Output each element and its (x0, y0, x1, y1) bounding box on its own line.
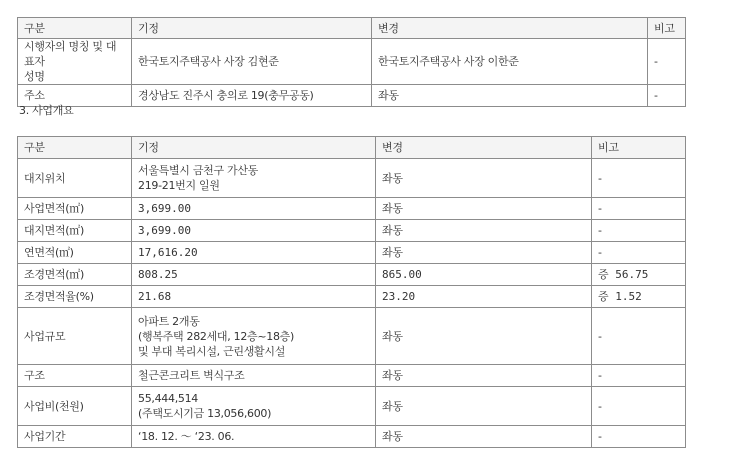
table-row (18, 286, 686, 308)
cell-before: 한국토지주택공사 사장 김현준 (132, 39, 372, 85)
header-note: 비고 (592, 137, 686, 159)
cell-note: - (592, 387, 686, 426)
header-after: 변경 (376, 137, 592, 159)
table-row (18, 264, 686, 286)
cell-before: 철근콘크리트 벽식구조 (132, 365, 376, 387)
cell-after: 좌동 (376, 198, 592, 220)
table-row (18, 159, 686, 198)
cell-note: - (592, 198, 686, 220)
row-label (18, 39, 132, 85)
header-before: 기정 (132, 18, 372, 39)
cell-note: - (592, 159, 686, 198)
header-note: 비고 (648, 18, 686, 39)
cell-before: 17,616.20 (132, 242, 376, 264)
row-label: 조경면적(㎡) (18, 264, 132, 286)
cell-before-line: 55,444,514 (138, 392, 198, 405)
cell-after: 좌동 (376, 308, 592, 365)
cell-before: 3,699.00 (132, 220, 376, 242)
cell-before (132, 159, 376, 198)
cell-after: 좌동 (376, 426, 592, 448)
cell-before (132, 387, 376, 426)
row-label: 주소 (18, 85, 132, 107)
cell-before-line: 및 부대 복리시설, 근린생활시설 (138, 344, 286, 358)
table-row (18, 85, 686, 107)
cell-note: 증 56.75 (592, 264, 686, 286)
row-label: 대지위치 (18, 159, 132, 198)
cell-after: 23.20 (376, 286, 592, 308)
cell-after: 좌동 (376, 365, 592, 387)
cell-before: 21.68 (132, 286, 376, 308)
header-category: 구분 (18, 137, 132, 159)
cell-note: 증 1.52 (592, 286, 686, 308)
cell-before-line: 서울특별시 금천구 가산동 (138, 164, 258, 177)
row-label-line: 성명 (24, 70, 45, 83)
row-label-line: 시행자의 명칭 및 대표자 (24, 40, 117, 68)
title-change-table (17, 17, 686, 107)
row-label: 사업면적(㎡) (18, 198, 132, 220)
cell-after: 좌동 (376, 387, 592, 426)
cell-before-line: (행복주택 282세대, 12층~18층) (138, 329, 294, 343)
table-row (18, 426, 686, 448)
table-row (18, 387, 686, 426)
table-row (18, 365, 686, 387)
cell-before (132, 308, 376, 365)
row-label: 연면적(㎡) (18, 242, 132, 264)
project-overview-table (17, 136, 686, 448)
table-header-row (18, 137, 686, 159)
row-label: 구조 (18, 365, 132, 387)
table-row (18, 198, 686, 220)
cell-note: - (648, 39, 686, 85)
cell-note: - (648, 85, 686, 107)
cell-note: - (592, 220, 686, 242)
row-label: 사업기간 (18, 426, 132, 448)
cell-after: 좌동 (376, 220, 592, 242)
header-before: 기정 (132, 137, 376, 159)
row-label: 대지면적(㎡) (18, 220, 132, 242)
cell-before: 3,699.00 (132, 198, 376, 220)
cell-before-line: (주택도시기금 13,056,600) (138, 407, 272, 420)
cell-note: - (592, 426, 686, 448)
cell-note: - (592, 308, 686, 365)
header-after: 변경 (372, 18, 648, 39)
table-row (18, 39, 686, 85)
cell-note: - (592, 242, 686, 264)
cell-after: 좌동 (376, 159, 592, 198)
cell-note: - (592, 365, 686, 387)
row-label: 조경면적율(%) (18, 286, 132, 308)
table-header-row (18, 18, 686, 39)
cell-after: 한국토지주택공사 사장 이한준 (372, 39, 648, 85)
cell-before-line: 219-21번지 일원 (138, 179, 220, 192)
cell-before-line: 아파트 2개동 (138, 314, 200, 328)
cell-before: ‘18. 12. ～ ‘23. 06. (132, 426, 376, 448)
table-row (18, 220, 686, 242)
header-category: 구분 (18, 18, 132, 39)
table-row (18, 308, 686, 365)
row-label: 사업규모 (18, 308, 132, 365)
table-row (18, 242, 686, 264)
cell-before: 808.25 (132, 264, 376, 286)
row-label: 사업비(천원) (18, 387, 132, 426)
cell-after: 865.00 (376, 264, 592, 286)
cell-after: 좌동 (376, 242, 592, 264)
cell-after: 좌동 (372, 85, 648, 107)
section-heading: 3. 사업개요 (19, 104, 74, 117)
cell-before: 경상남도 진주시 충의로 19(충무공동) (132, 85, 372, 107)
